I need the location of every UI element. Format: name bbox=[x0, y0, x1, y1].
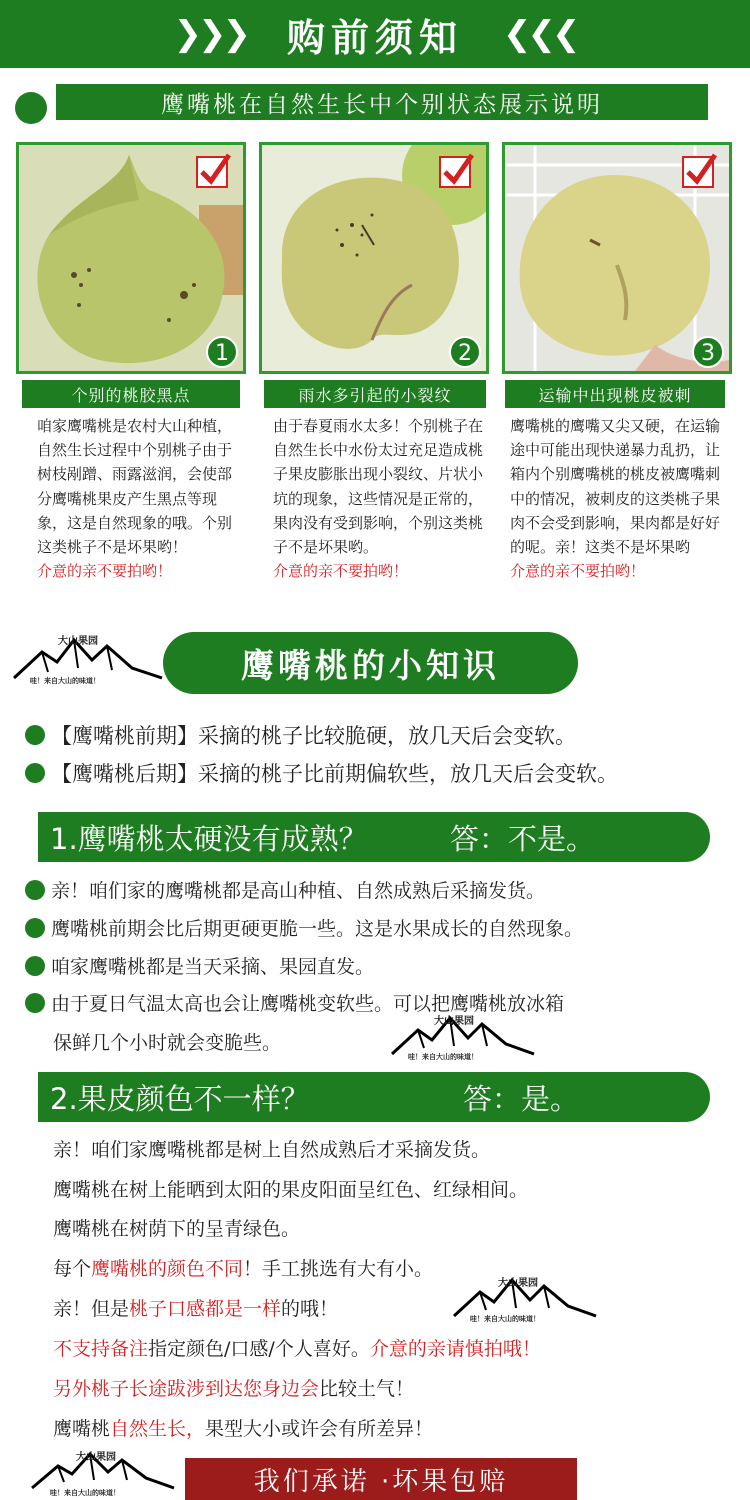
q2-l7b: 比较土气！ bbox=[319, 1378, 415, 1400]
q1-text-4: 由于夏日气温太高也会让鹰嘴桃变软些。可以把鹰嘴桃放冰箱 bbox=[51, 993, 565, 1015]
q1-line-2 bbox=[25, 914, 583, 941]
card-desc-1 bbox=[37, 414, 237, 583]
card-badge-2: 雨水多引起的小裂纹 bbox=[264, 380, 486, 408]
arrows-left-icon: ❯❯❯ bbox=[173, 14, 247, 54]
logo-name: 大山果园 bbox=[76, 1452, 116, 1463]
bullet-dot-icon bbox=[25, 993, 45, 1013]
logo-slogan: 哇！来自大山的味道！ bbox=[408, 1053, 478, 1061]
card-warn-3: 介意的亲不要拍哟！ bbox=[510, 562, 646, 581]
question-2-text: 2.果皮颜色不一样？ bbox=[50, 1081, 310, 1116]
bullet-dot-icon bbox=[25, 880, 45, 900]
q1-text-5: 保鲜几个小时就会变脆些。 bbox=[53, 1032, 282, 1054]
page-header bbox=[0, 0, 750, 68]
q2-l5b: 桃子口感都是一样 bbox=[129, 1298, 282, 1320]
q2-line-1: 亲！咱们家鹰嘴桃都是树上自然成熟后才采摘发货。 bbox=[53, 1139, 491, 1161]
q2-l6b: 指定颜色/口感/个人喜好。 bbox=[148, 1338, 370, 1360]
section-subtitle: 鹰嘴桃在自然生长中个别状态展示说明 bbox=[56, 84, 708, 120]
logo-slogan: 哇！来自大山的味道！ bbox=[50, 1489, 120, 1497]
arrows-right-icon: ❮❮❮ bbox=[503, 14, 577, 54]
peach-photo-3 bbox=[502, 142, 732, 374]
question-1-text: 1.鹰嘴桃太硬没有成熟？ bbox=[50, 821, 368, 856]
card-desc-3 bbox=[510, 414, 725, 583]
card-warn-1: 介意的亲不要拍哟！ bbox=[37, 562, 173, 581]
card-text-1: 咱家鹰嘴桃是农村大山种植，自然生长过程中个别桃子由于树枝剐蹭、雨露滋润，会使部分鹰嘴桃果皮产生黑点等现象，这是自然现象的哦。个别这类桃子不是坏果哟！ bbox=[37, 417, 233, 557]
page-title: 购前须知 bbox=[286, 14, 463, 60]
q2-l8b: 自然生长， bbox=[110, 1418, 206, 1440]
mountain-logo bbox=[12, 632, 164, 692]
card-number-2: 2 bbox=[458, 341, 472, 366]
q2-l5a: 亲！但是 bbox=[53, 1298, 130, 1320]
peach-photo-2 bbox=[259, 142, 489, 374]
q2-line-7 bbox=[53, 1374, 414, 1401]
bullet-dot-icon bbox=[25, 918, 45, 938]
q2-l6a: 不支持备注 bbox=[53, 1338, 149, 1360]
mountain-logo bbox=[452, 1274, 598, 1328]
knowledge-item-1 bbox=[25, 720, 576, 750]
knowledge-text-2: 【鹰嘴桃后期】采摘的桃子比前期偏软些，放几天后会变软。 bbox=[51, 762, 618, 786]
card-badge-3: 运输中出现桃皮被刺 bbox=[505, 380, 725, 408]
q2-line-8 bbox=[53, 1414, 433, 1441]
card-text-3: 鹰嘴桃的鹰嘴又尖又硬，在运输途中可能出现快递暴力乱扔，让箱内个别鹰嘴桃的桃皮被鹰嘴刺中的情况，被刺皮的这类桃子果肉不会受到影响，果肉都是好好的呢。亲！这类不是坏果哟 bbox=[510, 417, 721, 557]
card-desc-2 bbox=[273, 414, 485, 583]
logo-slogan: 哇！来自大山的味道！ bbox=[470, 1315, 540, 1323]
card-text-2: 由于春夏雨水太多！个别桃子在自然生长中水份太过充足造成桃子果皮膨胀出现小裂纹、片状小坑的现象，这些情况是正常的，果肉没有受到影响，个别这类桃子不是坏果哟。 bbox=[273, 417, 484, 557]
q2-l8c: 果型大小或许会有所差异！ bbox=[205, 1418, 434, 1440]
knowledge-item-2 bbox=[25, 758, 618, 788]
bullet-dot-icon bbox=[25, 956, 45, 976]
bullet-dot-icon bbox=[25, 763, 45, 783]
logo-name: 大山果园 bbox=[498, 1278, 538, 1289]
card-number-1: 1 bbox=[215, 341, 229, 366]
question-1-answer: 答：不是。 bbox=[450, 821, 596, 856]
q2-l5c: 的哦！ bbox=[281, 1298, 339, 1320]
q2-l4a: 每个 bbox=[53, 1258, 92, 1280]
mountain-logo bbox=[30, 1450, 176, 1500]
knowledge-title: 鹰嘴桃的小知识 bbox=[163, 632, 578, 694]
q1-text-1: 亲！咱们家的鹰嘴桃都是高山种植、自然成熟后采摘发货。 bbox=[51, 880, 546, 902]
knowledge-text-1: 【鹰嘴桃前期】采摘的桃子比较脆硬，放几天后会变软。 bbox=[51, 724, 576, 748]
bullet-dot-icon bbox=[15, 92, 47, 124]
bullet-dot-icon bbox=[25, 725, 45, 745]
q1-text-2: 鹰嘴桃前期会比后期更硬更脆一些。这是水果成长的自然现象。 bbox=[51, 918, 584, 940]
card-warn-2: 介意的亲不要拍哟！ bbox=[273, 562, 409, 581]
q1-line-1 bbox=[25, 876, 545, 903]
question-1-bar bbox=[38, 812, 710, 862]
peach-photo-1 bbox=[16, 142, 246, 374]
q1-line-3 bbox=[25, 952, 374, 979]
logo-name: 大山果园 bbox=[434, 1016, 474, 1027]
card-number-3: 3 bbox=[701, 341, 715, 366]
q2-line-2: 鹰嘴桃在树上能晒到太阳的果皮阳面呈红色、红绿相间。 bbox=[53, 1179, 529, 1201]
mountain-logo bbox=[390, 1012, 536, 1066]
q2-line-3: 鹰嘴桃在树荫下的呈青绿色。 bbox=[53, 1218, 301, 1240]
logo-slogan: 哇！来自大山的味道！ bbox=[30, 677, 100, 685]
q2-l7a: 另外桃子长途跋涉到达您身边会 bbox=[53, 1378, 320, 1400]
logo-name: 大山果园 bbox=[58, 636, 98, 647]
q1-text-3: 咱家鹰嘴桃都是当天采摘、果园直发。 bbox=[51, 956, 375, 978]
q2-l8a: 鹰嘴桃 bbox=[53, 1418, 111, 1440]
q2-l4b: 鹰嘴桃的颜色不同 bbox=[91, 1258, 244, 1280]
question-2-bar bbox=[38, 1072, 710, 1122]
question-2-answer: 答：是。 bbox=[463, 1081, 580, 1116]
q2-l6c: 介意的亲请慎拍哦！ bbox=[369, 1338, 541, 1360]
promise-banner: 我们承诺 ·坏果包赔 bbox=[185, 1458, 577, 1500]
q2-l4c: ！手工挑选有大有小。 bbox=[243, 1258, 434, 1280]
q2-line-6 bbox=[53, 1334, 541, 1361]
q2-line-4 bbox=[53, 1254, 433, 1281]
card-badge-1: 个别的桃胶黑点 bbox=[22, 380, 240, 408]
q2-line-5 bbox=[53, 1294, 338, 1321]
